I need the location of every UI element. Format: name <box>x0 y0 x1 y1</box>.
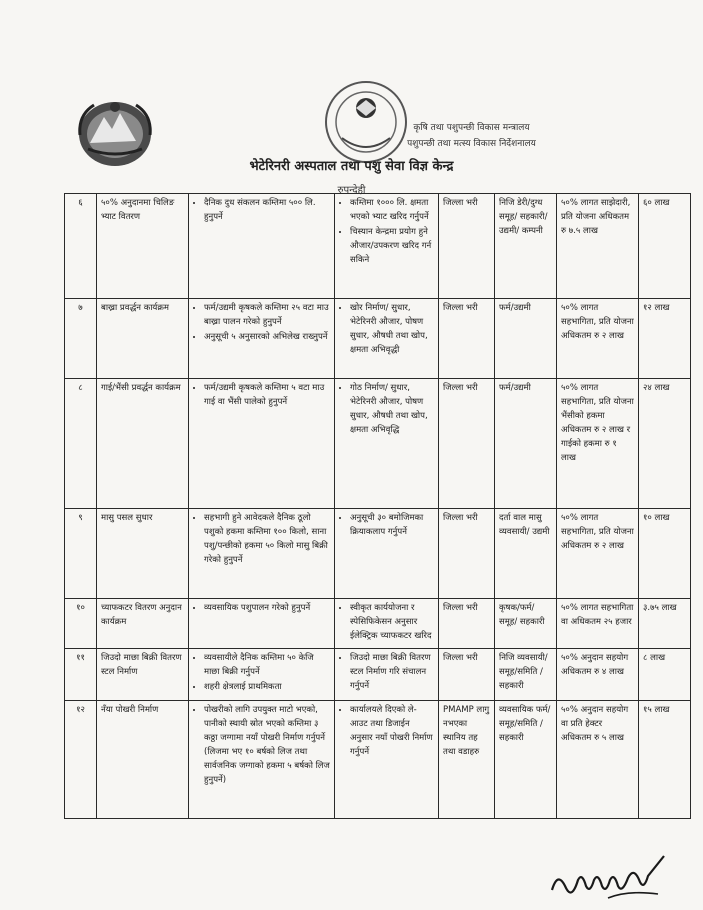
bullet-item: • दैनिक दुध संकलन कम्तिमा ५०० लि. हुनुपर्ने <box>204 196 330 224</box>
bullet-item: • अनुसूची ५ अनुसारको अभिलेख राख्नुपर्ने <box>204 330 330 344</box>
activities-cell <box>335 649 439 701</box>
beneficiary-cell: निजि डेरी/दुग्ध समूह/ सहकारी/उद्यमी/ कम्पनी <box>495 194 557 299</box>
bullet-item: • पोखरीको लागि उपयुक्त माटो भएको, पानीको स्थायी स्रोत भएको कम्तिमा ३ कठ्ठा जग्गामा नयाँ पोखरी निर्माण गर्नुपर्ने (लिजमा भए १० बर्षको लिज तथा सार्वजनिक जग्गाको हकमा ५ बर्षको लिज हुनुपर्ने) <box>204 703 330 787</box>
program-name-cell: नँया पोखरी निर्माण <box>97 701 189 819</box>
criteria-cell <box>189 509 335 599</box>
ministry-name: कृषि तथा पशुपन्छी विकास मन्त्रालय <box>413 123 530 133</box>
table-row <box>65 194 691 299</box>
activities-cell <box>335 194 439 299</box>
grant-cell: ५०% अनुदान सहयोग अधिकतम रु ४ लाख <box>557 649 639 701</box>
serial-number-cell: ८ <box>65 379 97 509</box>
program-name-cell: च्याफकटर वितरण अनुदान कार्यक्रम <box>97 599 189 649</box>
area-cell: जिल्ला भरी <box>439 509 495 599</box>
area-cell: जिल्ला भरी <box>439 379 495 509</box>
budget-cell: २४ लाख <box>639 379 691 509</box>
budget-cell: १२ लाख <box>639 299 691 379</box>
table-row <box>65 509 691 599</box>
program-name-cell: बाख्रा प्रवर्द्धन कार्यक्रम <box>97 299 189 379</box>
criteria-cell <box>189 701 335 819</box>
table-row <box>65 379 691 509</box>
directorate-name: पशुपन्छी तथा मत्स्य विकास निर्देशनालय <box>407 139 536 149</box>
bullet-item: • व्यवसायिक पशुपालन गरेको हुनुपर्ने <box>204 601 330 615</box>
program-name-cell: जिउदो माछा बिक्री वितरण स्टल निर्माण <box>97 649 189 701</box>
grant-cell: ५०% लागत सहभागिता, प्रति योजना भैंसीको हकमा अधिकतम रु २ लाख र गाईको हकमा रु १ लाख <box>557 379 639 509</box>
criteria-cell <box>189 194 335 299</box>
activities-cell <box>335 379 439 509</box>
table-row <box>65 701 691 819</box>
budget-cell: ८ लाख <box>639 649 691 701</box>
criteria-cell <box>189 299 335 379</box>
bullet-item: • स्वीकृत कार्ययोजना र स्पेसिफिकेसन अनुसार ईलेक्ट्रिक च्याफकटर खरिद <box>350 601 434 643</box>
program-name-cell: ५०% अनुदानमा चिलिङ भ्याट वितरण <box>97 194 189 299</box>
serial-number-cell: १० <box>65 599 97 649</box>
table-row <box>65 599 691 649</box>
activities-cell <box>335 599 439 649</box>
bullet-item: • चिस्यान केन्द्रमा प्रयोग हुने औजार/उपकरण खरिद गर्न सकिने <box>350 225 434 267</box>
bullet-item: • शहरी क्षेत्रलाई प्राथमिकता <box>204 680 330 694</box>
beneficiary-cell: कृषक/फर्म/ समूह/ सहकारी <box>495 599 557 649</box>
budget-cell: १० लाख <box>639 509 691 599</box>
bullet-item: • फर्म/उद्यमी कृषकले कम्तिमा ५ वटा माउ गाई वा भैंसी पालेको हुनुपर्ने <box>204 381 330 409</box>
beneficiary-cell: फर्म/उद्यमी <box>495 379 557 509</box>
bullet-item: • गोठ निर्माण/ सुधार, भेटेरिनरी औजार, पोषण सुधार, औषधी तथा खोप, क्षमता अभिवृद्धि <box>350 381 434 437</box>
activities-cell <box>335 701 439 819</box>
district-name: रुपन्देही <box>337 185 366 196</box>
bullet-item: • अनुसूची ३० बमोजिमका क्रियाकलाप गर्नुपर्ने <box>350 511 434 539</box>
serial-number-cell: ७ <box>65 299 97 379</box>
bullet-item: • कार्यालयले दिएको ले-आउट तथा डिजाईन अनुसार नयाँ पोखरी निर्माण गर्नुपर्ने <box>350 703 434 759</box>
grant-cell: ५०% लागत साझेदारी, प्रति योजना अधिकतम रु ७.५ लाख <box>557 194 639 299</box>
table-row <box>65 299 691 379</box>
program-table <box>64 193 691 819</box>
criteria-cell <box>189 649 335 701</box>
bullet-item: • खोर निर्माण/ सुधार, भेटेरिनरी औजार, पोषण सुधार, औषधी तथा खोप, क्षमता अभिवृद्धी <box>350 301 434 357</box>
budget-cell: ३.७५ लाख <box>639 599 691 649</box>
activities-cell <box>335 299 439 379</box>
beneficiary-cell: फर्म/उद्यमी <box>495 299 557 379</box>
activities-cell <box>335 509 439 599</box>
program-name-cell: गाई/भैंसी प्रवर्द्धन कार्यक्रम <box>97 379 189 509</box>
serial-number-cell: ६ <box>65 194 97 299</box>
handwritten-signature <box>548 850 668 902</box>
area-cell: PMAMP लागु नभएका स्थानिय तह तथा वडाहरु <box>439 701 495 819</box>
program-name-cell: मासु पसल सुधार <box>97 509 189 599</box>
bullet-item: • सहभागी हुने आवेदकले दैनिक ठूलो पशुको हकमा कम्तिमा १०० किलो, साना पशु/पन्छीको हकमा ५० किलो मासु बिक्री गरेको हुनुपर्ने <box>204 511 330 567</box>
budget-cell: १५ लाख <box>639 701 691 819</box>
beneficiary-cell: दर्ता वाल मासु व्यवसायी/ उद्यमी <box>495 509 557 599</box>
grant-cell: ५०% लागत सहभागिता, प्रति योजना अधिकतम रु २ लाख <box>557 299 639 379</box>
serial-number-cell: ११ <box>65 649 97 701</box>
grant-cell: ५०% लागत सहभागिता, प्रति योजना अधिकतम रु २ लाख <box>557 509 639 599</box>
bullet-item: • कम्तिमा १००० लि. क्षमता भएको भ्याट खरिद गर्नुपर्ने <box>350 196 434 224</box>
area-cell: जिल्ला भरी <box>439 194 495 299</box>
bullet-item: • फर्म/उद्यमी कृषकले कम्तिमा २५ वटा माउ बाख्रा पालन गरेको हुनुपर्ने <box>204 301 330 329</box>
office-title: भेटेरिनरी अस्पताल तथा पशु सेवा विज्ञ केन्द्र <box>249 159 454 174</box>
budget-cell: ६० लाख <box>639 194 691 299</box>
criteria-cell <box>189 379 335 509</box>
table-row <box>65 649 691 701</box>
serial-number-cell: ९ <box>65 509 97 599</box>
bullet-item: • व्यवसायीले दैनिक कम्तिमा ५० केजि माछा बिक्री गर्नुपर्ने <box>204 651 330 679</box>
grant-cell: ५०% अनुदान सहयोग वा प्रति हेक्टर अधिकतम रु ५ लाख <box>557 701 639 819</box>
beneficiary-cell: व्यवसायिक फर्म/ समूह/समिति /सहकारी <box>495 701 557 819</box>
serial-number-cell: १२ <box>65 701 97 819</box>
beneficiary-cell: निजि व्यवसायी/ समूह/समिति /सहकारी <box>495 649 557 701</box>
area-cell: जिल्ला भरी <box>439 599 495 649</box>
grant-cell: ५०% लागत सहभागिता वा अधिकतम २५ हजार <box>557 599 639 649</box>
area-cell: जिल्ला भरी <box>439 649 495 701</box>
criteria-cell <box>189 599 335 649</box>
area-cell: जिल्ला भरी <box>439 299 495 379</box>
bullet-item: • जिउदो माछा बिक्री वितरण स्टल निर्माण गरि संचालन गर्नुपर्ने <box>350 651 434 693</box>
